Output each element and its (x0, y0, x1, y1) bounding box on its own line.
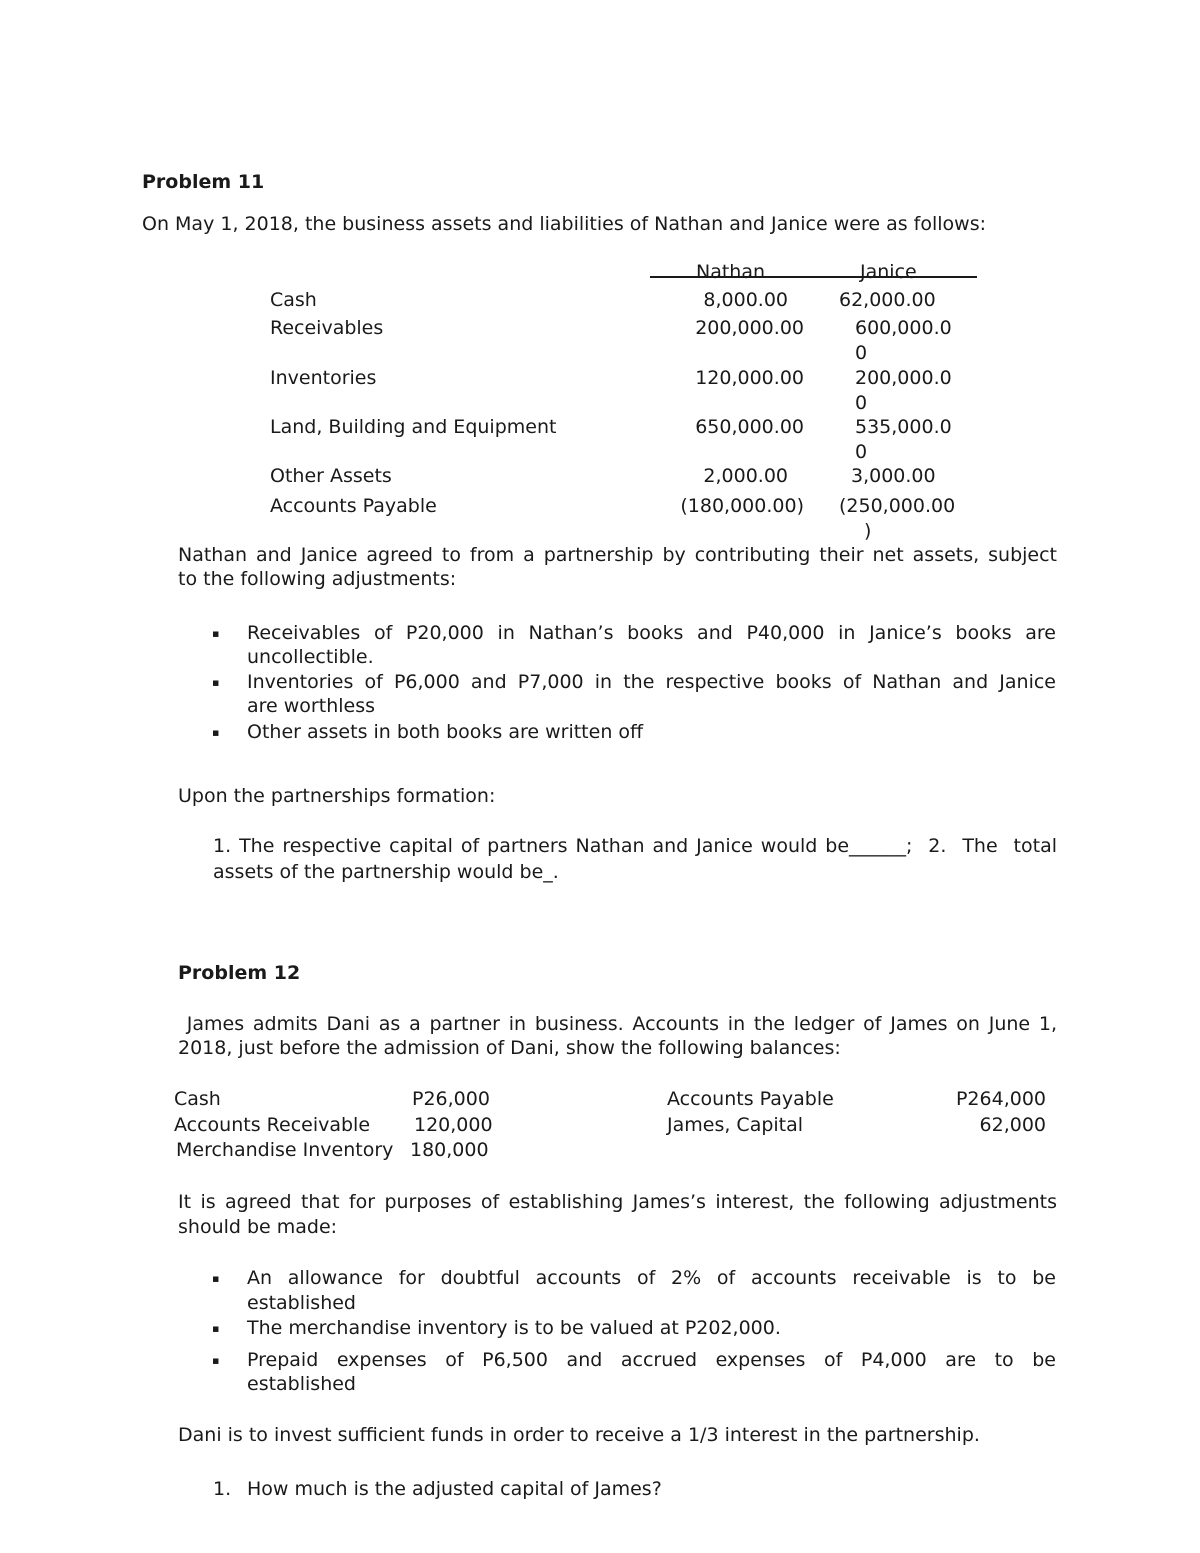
p12-intro-line2: 2018, just before the admission of Dani, show the following balances: (178, 1037, 841, 1059)
janice-value-wrap: 0 (855, 441, 868, 463)
balance-value: 120,000 (414, 1114, 493, 1136)
p11-bullet-2-cont: are worthless (247, 695, 375, 717)
p12-dani: Dani is to invest sufficient funds in order to receive a 1/3 interest in the partnership. (178, 1424, 980, 1446)
p11-formation: Upon the partnerships formation: (178, 785, 496, 807)
balance-value: 62,000 (979, 1114, 1046, 1136)
p11-bullet-1: Receivables of P20,000 in Nathan’s books and P40,000 in Janice’s books are (247, 622, 1056, 644)
row-label: Receivables (270, 317, 384, 339)
balance-label: James, Capital (667, 1114, 804, 1136)
p12-bullet-1-cont: established (247, 1292, 356, 1314)
balance-label: Accounts Receivable (174, 1114, 371, 1136)
p12-question-number: 1. (213, 1478, 232, 1500)
p12-agreement-line1: It is agreed that for purposes of establishing James’s interest, the following adjustments (178, 1191, 1057, 1213)
bullet-icon: ▪ (212, 1354, 220, 1367)
nathan-value: (180,000.00) (680, 495, 804, 517)
janice-value: 535,000.0 (855, 416, 952, 438)
janice-value-wrap: ) (864, 520, 872, 542)
p12-bullet-1: An allowance for doubtful accounts of 2% of accounts receivable is to be (247, 1267, 1056, 1289)
p12-bullet-3: Prepaid expenses of P6,500 and accrued expenses of P4,000 are to be (247, 1349, 1056, 1371)
janice-value: (250,000.00 (839, 495, 956, 517)
bullet-icon: ▪ (212, 676, 220, 689)
balance-label: Accounts Payable (667, 1088, 834, 1110)
balance-value: P264,000 (955, 1088, 1046, 1110)
balance-value: P26,000 (412, 1088, 490, 1110)
janice-value: 600,000.0 (855, 317, 952, 339)
bullet-icon: ▪ (212, 1272, 220, 1285)
balance-label: Merchandise Inventory (176, 1139, 394, 1161)
janice-value: 62,000.00 (839, 289, 936, 311)
col-header-janice: Janice (860, 261, 917, 283)
p11-agreement-line1: Nathan and Janice agreed to from a partnership by contributing their net assets, subject (178, 544, 1057, 566)
p11-agreement-line2: to the following adjustments: (178, 568, 457, 590)
bullet-icon: ▪ (212, 627, 220, 640)
bullet-icon: ▪ (212, 1322, 220, 1335)
header-rule (650, 276, 977, 278)
p12-bullet-2: The merchandise inventory is to be valued at P202,000. (247, 1317, 781, 1339)
p11-question-line1: 1. The respective capital of partners Nathan and Janice would be______; 2. The total (213, 835, 1057, 857)
bullet-icon: ▪ (212, 726, 220, 739)
p11-question-line2: assets of the partnership would be_. (213, 861, 559, 883)
row-label: Other Assets (270, 465, 392, 487)
col-header-nathan: Nathan (696, 261, 766, 283)
p11-intro: On May 1, 2018, the business assets and liabilities of Nathan and Janice were as follows: (142, 213, 987, 235)
row-label: Inventories (270, 367, 377, 389)
janice-value-wrap: 0 (855, 392, 868, 414)
nathan-value: 120,000.00 (695, 367, 804, 389)
nathan-value: 2,000.00 (703, 465, 788, 487)
row-label: Land, Building and Equipment (270, 416, 557, 438)
row-label: Accounts Payable (270, 495, 437, 517)
p11-bullet-2: Inventories of P6,000 and P7,000 in the respective books of Nathan and Janice (247, 671, 1056, 693)
p12-question: How much is the adjusted capital of James? (247, 1478, 662, 1500)
row-label: Cash (270, 289, 317, 311)
janice-value: 200,000.0 (855, 367, 952, 389)
janice-value: 3,000.00 (851, 465, 936, 487)
p12-bullet-3-cont: established (247, 1373, 356, 1395)
nathan-value: 650,000.00 (695, 416, 804, 438)
p12-intro-line1: James admits Dani as a partner in business. Accounts in the ledger of James on June 1, (178, 1013, 1057, 1035)
balance-label: Cash (174, 1088, 221, 1110)
p12-title: Problem 12 (178, 962, 301, 984)
p12-agreement-line2: should be made: (178, 1216, 338, 1238)
p11-bullet-3: Other assets in both books are written off (247, 721, 644, 743)
p11-bullet-1-cont: uncollectible. (247, 646, 374, 668)
p11-title: Problem 11 (142, 171, 265, 193)
balance-value: 180,000 (410, 1139, 489, 1161)
nathan-value: 8,000.00 (703, 289, 788, 311)
nathan-value: 200,000.00 (695, 317, 804, 339)
janice-value-wrap: 0 (855, 342, 868, 364)
